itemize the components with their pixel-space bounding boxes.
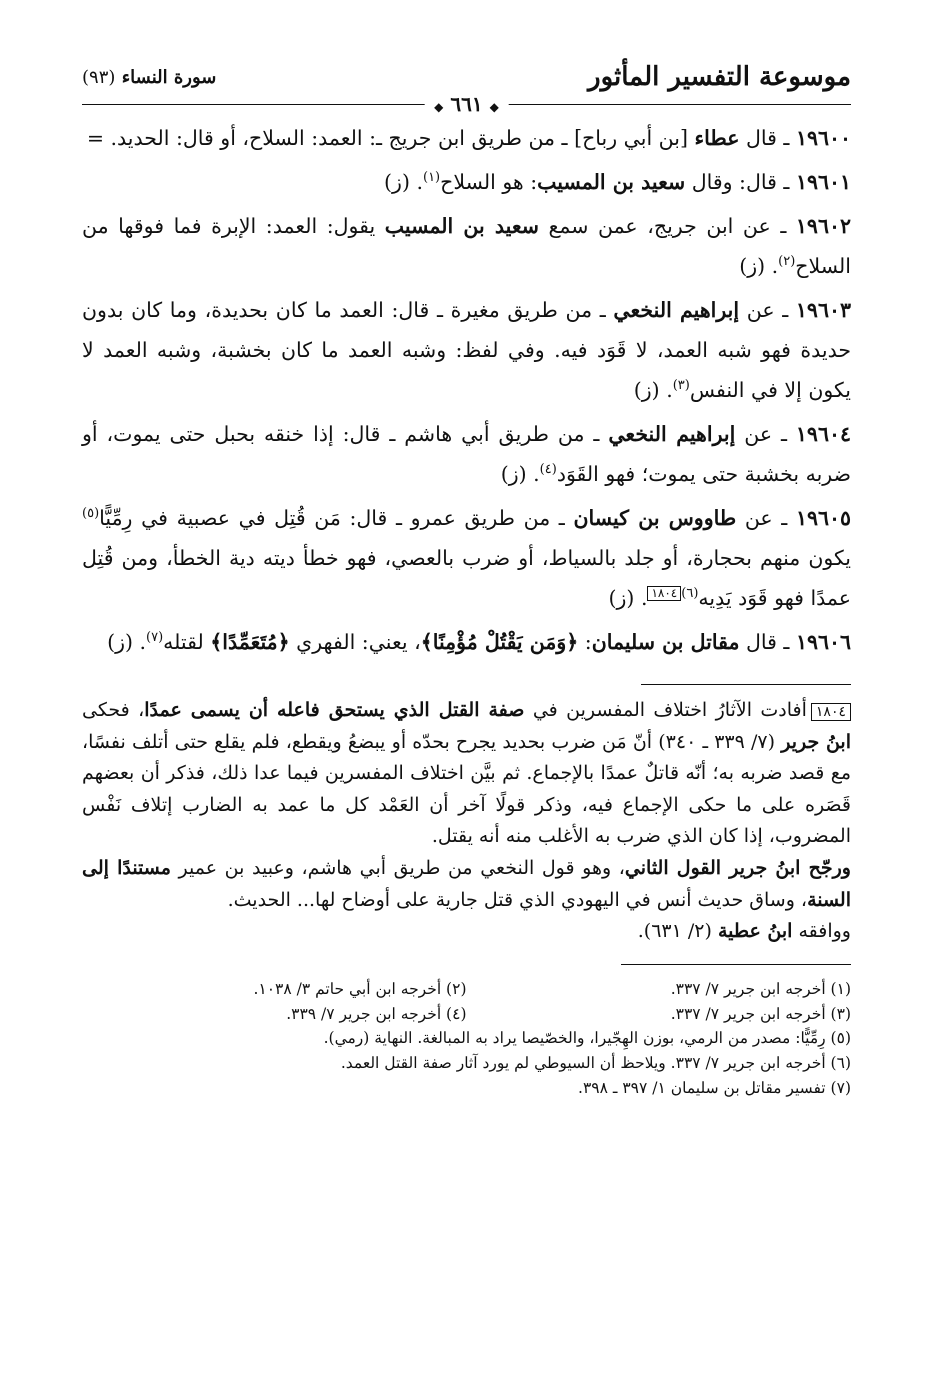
commentary-paragraph	[82, 695, 851, 853]
commentary-text: (٢/ ٦٣١).	[637, 920, 718, 943]
footnote-marker: (٦)	[681, 586, 699, 602]
narration-19603	[82, 290, 851, 410]
footnote-row	[82, 1002, 851, 1027]
narration-text: ـ عن	[736, 506, 796, 530]
narration-number: ١٩٦٠٠	[795, 126, 851, 150]
commentary-paragraph	[82, 916, 851, 948]
commentary-text: ، فحكى	[82, 699, 145, 721]
narration-number: ١٩٦٠٢	[795, 214, 851, 238]
commentary	[82, 695, 851, 948]
book-title: موسوعة التفسير المأثور	[588, 62, 851, 92]
narration-19601	[82, 162, 851, 202]
narrator-name: عطاء	[694, 126, 740, 150]
source-marker: . (ز)	[633, 378, 673, 402]
footnote-1: (١) أخرجه ابن جرير ٧/ ٣٣٧.	[670, 979, 851, 998]
narration-text: ـ عن	[739, 298, 796, 322]
page	[82, 52, 851, 1101]
commentary-text: أفادت الآثارُ اختلاف المفسرين في	[524, 699, 807, 721]
footnote-3: (٣) أخرجه ابن جرير ٧/ ٣٣٧.	[670, 1004, 851, 1023]
ornament-icon: ◆	[489, 100, 499, 114]
narrator-name: سعيد بن المسيب	[537, 170, 686, 194]
footnote-marker: (٧)	[146, 630, 164, 646]
surah-label	[82, 67, 216, 92]
source-marker: . (ز)	[608, 586, 648, 610]
commentary-bold: ابنُ جرير	[781, 730, 851, 753]
narrator-name: طاووس بن كيسان	[573, 506, 737, 530]
source-marker: . (ز)	[739, 254, 779, 278]
footnote-marker: (٢)	[778, 254, 796, 270]
narration-text: لقتله	[163, 630, 211, 654]
commentary-text: (٧/ ٣٣٩ ـ ٣٤٠) أنّ مَن ضرب بحديد يجرح بحدّه أو يبضعُ ويقطع، فلم يقلع حتى أتلف نفسًا، مع قصد ضربه به؛ أنّه قاتلٌ عمدًا بالإجماع. ثم بيَّن اختلاف المفسرين فيما عدا ذلك، فذكر أن بعضهم قَصَره على ما حكى الإجماع فيه، وذكر قولًا آخر أن العَمْد كل ما عمد به الضارب إتلاف نَفْس المضروب، إذا كان الذي ضرب به الأغلب منه أنه يقتل.	[82, 730, 851, 848]
narration-text: يكون منهم بحجارة، أو جلد بالسياط، أو ضرب بالعصي، فهو خطأ ديته دية الخطأ، ومن قُتِل عمدًا فهو قَوَد يَدِيه	[82, 546, 851, 610]
narration-text: ـ من طريق أبي هاشم ـ قال: إذا خنقه بحبل حتى يموت، أو ضربه بخشبة حتى يموت؛ فهو القَوَد	[82, 422, 851, 486]
source-marker: . (ز)	[384, 170, 423, 194]
footnote-2: (٢) أخرجه ابن أبي حاتم ٣/ ١٠٣٨.	[253, 979, 467, 998]
narration-19600	[82, 118, 851, 158]
commentary-rule	[641, 684, 851, 685]
narrator-name: إبراهيم النخعي	[613, 298, 740, 322]
narration-text: ـ من طريق عمرو ـ قال: مَن قُتِل في عصبية في رِمِّيًّا	[99, 506, 574, 530]
narration-text: ـ عن	[735, 422, 796, 446]
footnote-7: (٧) تفسير مقاتل بن سليمان ١/ ٣٩٧ ـ ٣٩٨.	[578, 1078, 851, 1097]
narration-text: [بن أبي رباح] ـ من طريق ابن جريج ـ: العمد: السلاح، أو قال: الحديد. =	[86, 126, 695, 150]
footnote-marker: (١)	[422, 170, 441, 186]
footnote-row	[82, 977, 851, 1002]
commentary-ref-box: ١٨٠٤	[647, 586, 681, 601]
narrator-name: سعيد بن المسيب	[384, 214, 539, 238]
narration-number: ١٩٦٠٣	[795, 298, 851, 322]
footnotes	[82, 977, 851, 1101]
commentary-text: ، وهو قول النخعي من طريق أبي هاشم، وعبيد بن عمير	[170, 856, 625, 879]
narration-text: يقول: العمد: الإبرة فما فوقها من السلاح	[82, 214, 851, 278]
commentary-text: ، وساق حديث أنس في اليهودي الذي قتل جارية على أوضاح لها... الحديث.	[227, 888, 808, 911]
narration-number: ١٩٦٠٦	[795, 630, 851, 654]
footnote-5: (٥) رِمِّيًّا: مصدر من الرمي، بوزن الهِجّيرا، والخصّيصا يراد به المبالغة. النهاية (رمي).	[323, 1029, 851, 1048]
footnote-marker: (٣)	[672, 378, 690, 394]
narration-number: ١٩٦٠٥	[795, 506, 851, 530]
narration-text: ـ قال	[739, 126, 796, 150]
narration-text: : هو السلاح	[440, 170, 538, 194]
narration-text: :	[578, 630, 592, 654]
narrator-name: إبراهيم النخعي	[608, 422, 736, 446]
narrator-name: مقاتل بن سليمان	[591, 630, 740, 654]
footnote-marker: (٤)	[539, 462, 557, 478]
narration-text: ـ من طريق مغيرة ـ قال: العمد ما كان بحديدة، وما كان بدون حديدة فهو شبه العمد، لا قَوَد فيه. وفي لفظ: وشبه العمد ما كان بخشبة، وشبه العمد لا يكون إلا في النفس	[82, 298, 851, 402]
narration-text: ـ قال: وقال	[685, 170, 796, 194]
commentary-bold: صفة القتل الذي يستحق فاعله أن يسمى عمدًا	[144, 699, 525, 721]
commentary-bold: مستندًا إلى السنة	[82, 856, 851, 911]
narration-19604	[82, 414, 851, 494]
page-number-wrap	[424, 92, 509, 116]
narration-number: ١٩٦٠٤	[795, 422, 851, 446]
commentary-box-number: ١٨٠٤	[811, 703, 851, 721]
footnote-4: (٤) أخرجه ابن جرير ٧/ ٣٣٩.	[286, 1004, 467, 1023]
surah-name: سورة النساء	[121, 67, 217, 88]
narration-text: ـ عن ابن جريج، عمن سمع	[538, 214, 796, 238]
narration-text: ـ قال	[739, 630, 796, 654]
narration-number: ١٩٦٠١	[795, 170, 851, 194]
footnote-6: (٦) أخرجه ابن جرير ٧/ ٣٣٧. ويلاحظ أن السيوطي لم يورد آثار صفة القتل العمد.	[340, 1054, 851, 1073]
footnote-marker: (٥)	[82, 506, 100, 522]
source-marker: . (ز)	[107, 630, 147, 654]
quran-quote: ﴿مُتَعَمِّدًا﴾	[210, 630, 290, 654]
footnote-rule	[621, 964, 851, 965]
narration-19605	[82, 498, 851, 618]
commentary-bold: ابنُ عطية	[717, 920, 793, 943]
commentary-paragraph	[82, 853, 851, 916]
narration-text: ، يعني: الفهري	[289, 630, 421, 654]
header-rule	[82, 92, 851, 118]
quran-quote: ﴿وَمَن يَقْتُلْ مُؤْمِنًا﴾	[420, 630, 579, 654]
narration-19602	[82, 206, 851, 286]
source-marker: . (ز)	[500, 462, 540, 486]
verse-number: (٩٣)	[82, 67, 116, 88]
page-number: ٦٦١	[450, 92, 483, 116]
commentary-bold: ورجّح ابنُ جرير القول الثاني	[624, 856, 851, 879]
ornament-icon: ◆	[434, 100, 444, 114]
running-head	[82, 52, 851, 92]
narration-19606	[82, 622, 851, 662]
commentary-text: ووافقه	[792, 920, 851, 943]
